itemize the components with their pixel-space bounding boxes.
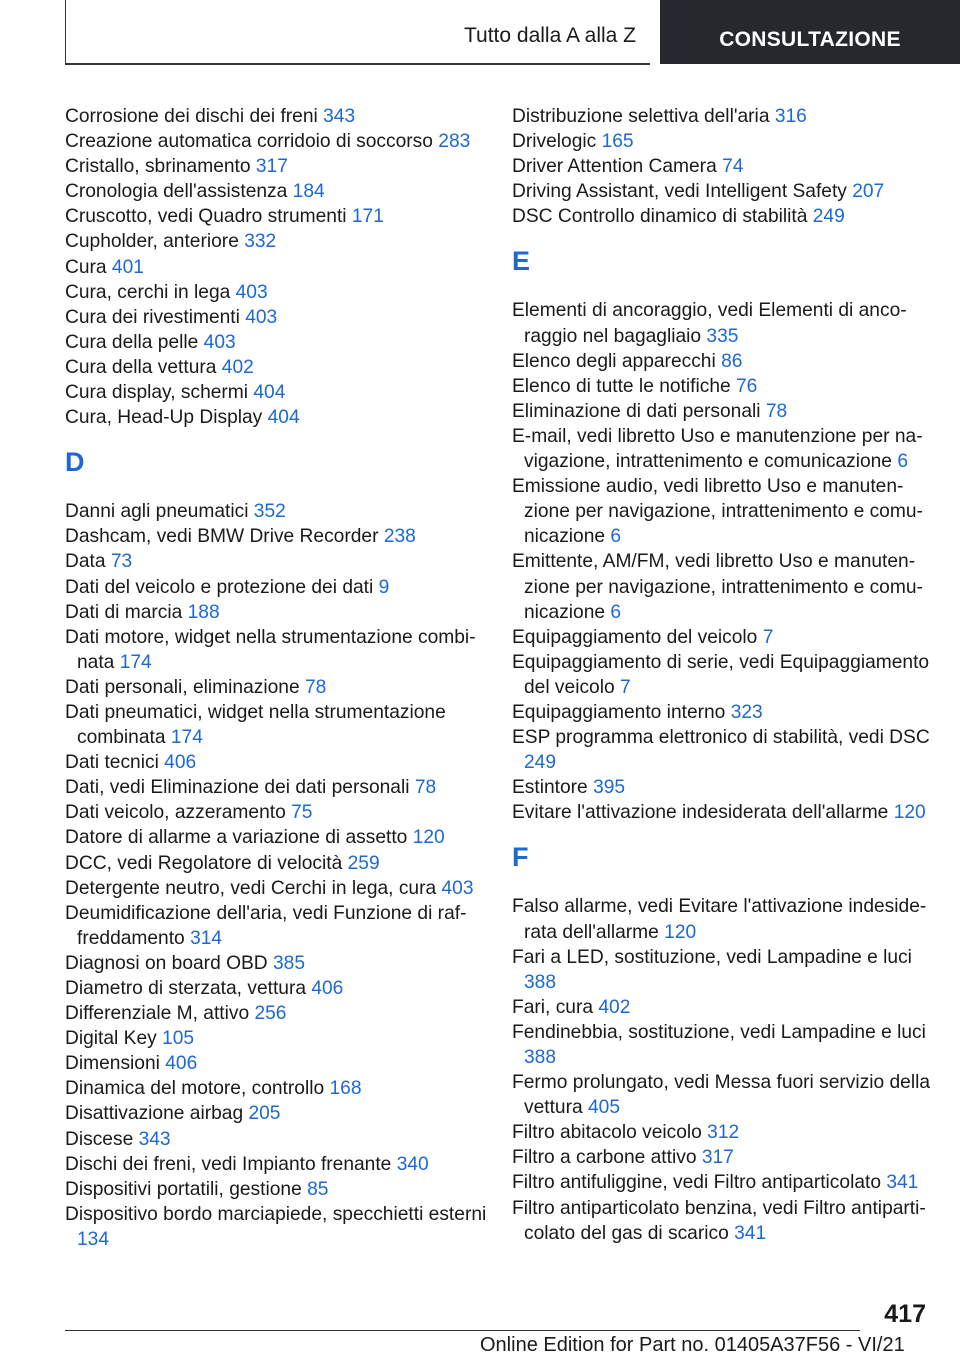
index-entry-text: Cronologia dell'assistenza bbox=[65, 181, 293, 203]
index-entry-text: Dispositivo bordo marciapiede, specchietti esterni bbox=[65, 1203, 487, 1225]
index-page-link[interactable]: 9 bbox=[378, 576, 390, 598]
index-entry bbox=[512, 349, 937, 374]
index-page-link[interactable]: 78 bbox=[304, 676, 327, 698]
index-page-link[interactable]: 256 bbox=[254, 1003, 287, 1025]
index-page-link[interactable]: 74 bbox=[722, 156, 744, 178]
index-entry-text: Datore di allarme a variazione di assetto bbox=[65, 827, 413, 849]
index-entry-text: Elenco di tutte le notifiche bbox=[512, 375, 736, 397]
index-entry-text: Filtro a carbone attivo bbox=[512, 1147, 702, 1169]
index-entry-text: Dati personali, eliminazione bbox=[65, 676, 305, 698]
index-entry bbox=[65, 775, 500, 800]
index-entry-text: Eliminazione di dati personali bbox=[512, 400, 766, 422]
index-page-link[interactable]: 405 bbox=[588, 1097, 621, 1119]
index-page-link[interactable]: 343 bbox=[323, 106, 356, 127]
index-entry-text: Falso allarme, vedi Evitare l'attivazione indeside-rata dell'allarme bbox=[512, 896, 927, 943]
footer-edition: Online Edition for Part no. 01405A37F56 - VI/21 bbox=[480, 1334, 905, 1356]
index-entry-text: Detergente neutro, vedi Cerchi in lega, cura bbox=[65, 877, 442, 899]
index-entry-text: Filtro antifuliggine, vedi Filtro antiparticolato bbox=[512, 1172, 887, 1194]
index-entry-text: Creazione automatica corridoio di soccorso bbox=[65, 131, 439, 153]
index-page-link[interactable]: 385 bbox=[272, 952, 305, 974]
index-entry-text: Dati pneumatici, widget nella strumentazione combinata bbox=[65, 701, 446, 749]
index-page-link[interactable]: 314 bbox=[190, 927, 223, 949]
index-page-link[interactable]: 316 bbox=[774, 106, 807, 127]
index-entry bbox=[512, 1170, 937, 1195]
index-entry bbox=[65, 405, 500, 430]
index-page-link[interactable]: 395 bbox=[593, 777, 626, 799]
index-entry bbox=[512, 700, 937, 725]
index-entry-text: Driver Attention Camera bbox=[512, 156, 723, 178]
index-page-link[interactable]: 341 bbox=[734, 1222, 767, 1244]
index-entry bbox=[65, 1127, 500, 1152]
header-chapter-tab bbox=[660, 0, 960, 64]
index-entry-text: Elementi di ancoraggio, vedi Elementi di anco-raggio nel bagagliaio bbox=[512, 300, 907, 347]
index-column-right bbox=[512, 104, 937, 1246]
index-page-link[interactable]: 205 bbox=[248, 1103, 281, 1125]
index-entry-text: E-mail, vedi libretto Uso e manutenzione per na-vigazione, intrattenimento e comunicazione bbox=[512, 425, 923, 473]
index-entry-text: DCC, vedi Regolatore di velocità bbox=[65, 852, 348, 874]
index-page-link[interactable]: 105 bbox=[162, 1028, 195, 1050]
index-entry bbox=[65, 825, 500, 850]
index-page-link[interactable]: 323 bbox=[730, 701, 763, 723]
index-page-link[interactable]: 188 bbox=[187, 601, 220, 623]
index-entry-text: Cruscotto, vedi Quadro strumenti bbox=[65, 206, 352, 228]
index-entry-text: Dati del veicolo e protezione dei dati bbox=[65, 576, 379, 598]
index-entry-text: Elenco degli apparecchi bbox=[512, 350, 722, 372]
index-entry-text: Deumidificazione dell'aria, vedi Funzione di raf-freddamento bbox=[65, 902, 467, 949]
index-entry bbox=[65, 1026, 500, 1051]
index-page-link[interactable]: 403 bbox=[441, 877, 474, 899]
index-entry bbox=[512, 374, 937, 399]
index-page-link[interactable]: 249 bbox=[524, 752, 557, 774]
header-section-title: Tutto dalla A alla Z bbox=[464, 24, 636, 47]
index-entry-text: Dati motore, widget nella strumentazione combi-nata bbox=[65, 626, 476, 673]
header-rule-bottom bbox=[65, 63, 650, 65]
index-entry bbox=[512, 800, 937, 825]
index-entry bbox=[512, 725, 937, 775]
index-entry-text: Filtro abitacolo veicolo bbox=[512, 1122, 708, 1144]
index-page-link[interactable]: 6 bbox=[897, 451, 908, 473]
index-entry bbox=[512, 775, 937, 800]
index-entry bbox=[65, 280, 500, 305]
index-entry bbox=[512, 204, 937, 229]
index-entry bbox=[65, 700, 500, 750]
index-entry bbox=[65, 499, 500, 524]
index-page-link[interactable]: 317 bbox=[255, 156, 288, 178]
index-entry bbox=[512, 179, 937, 204]
index-entry-text: Dati veicolo, azzeramento bbox=[65, 802, 292, 824]
index-entry bbox=[512, 995, 937, 1020]
index-entry bbox=[65, 1177, 500, 1202]
index-page-link[interactable]: 406 bbox=[164, 752, 197, 774]
index-page-link[interactable]: 134 bbox=[77, 1228, 110, 1250]
index-entry-text: Fendinebbia, sostituzione, vedi Lampadine e luci bbox=[512, 1021, 926, 1043]
index-page-link[interactable]: 7 bbox=[762, 626, 774, 648]
index-page-link[interactable]: 403 bbox=[203, 331, 236, 353]
index-entry-text: ESP programma elettronico di stabilità, vedi DSC bbox=[512, 727, 930, 749]
index-entry bbox=[65, 380, 500, 405]
index-page-link[interactable]: 406 bbox=[165, 1053, 198, 1075]
index-page-link[interactable]: 76 bbox=[736, 375, 758, 397]
index-entry bbox=[65, 255, 500, 280]
index-entry-text: Danni agli pneumatici bbox=[65, 501, 254, 523]
index-page-link[interactable]: 86 bbox=[721, 350, 743, 372]
page-number: 417 bbox=[884, 1300, 926, 1328]
index-page-link[interactable]: 184 bbox=[292, 181, 325, 203]
index-page-link[interactable]: 259 bbox=[347, 852, 380, 874]
index-entry-text: Data bbox=[65, 551, 111, 573]
index-page-link[interactable]: 388 bbox=[524, 1047, 557, 1068]
index-entry-text: Corrosione dei dischi dei freni bbox=[65, 106, 324, 127]
index-entry-text: Cura dei rivestimenti bbox=[65, 306, 246, 328]
index-entry bbox=[65, 876, 500, 901]
index-entry-text: Estintore bbox=[512, 777, 594, 799]
index-entry bbox=[512, 945, 937, 995]
footer-rule bbox=[65, 1330, 860, 1331]
index-page-link[interactable]: 404 bbox=[253, 382, 286, 404]
index-entry-text: Dati, vedi Eliminazione dei dati personali bbox=[65, 777, 415, 799]
index-page-link[interactable]: 317 bbox=[701, 1147, 734, 1169]
index-entry-text: Filtro antiparticolato benzina, vedi Filtro antiparti-colato del gas di scarico bbox=[512, 1197, 926, 1244]
index-entry bbox=[65, 951, 500, 976]
index-entry-text: Dischi dei freni, vedi Impianto frenante bbox=[65, 1153, 397, 1175]
index-entry bbox=[65, 1101, 500, 1126]
index-entry bbox=[512, 1070, 937, 1120]
index-entry-text: Dispositivi portatili, gestione bbox=[65, 1178, 308, 1200]
index-entry bbox=[65, 524, 500, 549]
index-page-link[interactable]: 171 bbox=[351, 206, 384, 228]
index-entry-text: Cura della vettura bbox=[65, 356, 222, 378]
index-entry bbox=[65, 1202, 500, 1252]
index-entry-text: Dimensioni bbox=[65, 1053, 166, 1075]
index-entry bbox=[512, 1196, 937, 1246]
index-page-link[interactable]: 174 bbox=[119, 651, 152, 673]
index-entry bbox=[65, 1152, 500, 1177]
index-entry-text: Fermo prolungato, vedi Messa fuori servizio della vettura bbox=[512, 1072, 931, 1119]
index-page-link[interactable]: 249 bbox=[812, 206, 845, 228]
index-entry-text: Cupholder, anteriore bbox=[65, 231, 245, 253]
index-page-link[interactable]: 7 bbox=[620, 676, 631, 698]
index-entry bbox=[65, 179, 500, 204]
index-entry-text: Differenziale M, attivo bbox=[65, 1003, 255, 1025]
index-page-link[interactable]: 75 bbox=[291, 802, 313, 824]
index-entry bbox=[65, 330, 500, 355]
index-entry bbox=[65, 600, 500, 625]
index-entry-text: Cura, Head-Up Display bbox=[65, 407, 268, 429]
index-letter-heading: D bbox=[65, 447, 85, 478]
index-entry bbox=[65, 1051, 500, 1076]
index-entry-text: Diametro di sterzata, vettura bbox=[65, 978, 312, 999]
index-entry-text: Equipaggiamento di serie, vedi Equipaggiamento del veicolo bbox=[512, 651, 930, 698]
index-entry bbox=[512, 894, 937, 944]
index-entry-text: Discese bbox=[65, 1128, 139, 1150]
index-page-link[interactable]: 78 bbox=[765, 400, 788, 422]
index-entry-text: Disattivazione airbag bbox=[65, 1103, 249, 1125]
index-entry bbox=[512, 1020, 937, 1070]
index-letter-heading: F bbox=[512, 842, 529, 873]
index-page-link[interactable]: 352 bbox=[253, 501, 286, 523]
index-page-link[interactable]: 238 bbox=[383, 526, 416, 548]
index-entry-text: Diagnosi on board OBD bbox=[65, 952, 273, 974]
index-entry bbox=[65, 549, 500, 574]
index-page-link[interactable]: 207 bbox=[852, 181, 885, 203]
index-page-link[interactable]: 340 bbox=[396, 1153, 429, 1175]
index-page-link[interactable]: 85 bbox=[307, 1178, 329, 1200]
index-entry-text: Emissione audio, vedi libretto Uso e manuten-zione per navigazione, intrattenimento e comu-nicazione bbox=[512, 476, 923, 548]
index-entry-text: Distribuzione selettiva dell'aria bbox=[512, 106, 775, 127]
index-page-link[interactable]: 78 bbox=[414, 777, 437, 799]
index-entry-text: Fari, cura bbox=[512, 996, 599, 1018]
index-entry-text: Cura display, schermi bbox=[65, 382, 254, 404]
index-entry bbox=[65, 1076, 500, 1101]
index-page-link[interactable]: 341 bbox=[886, 1172, 919, 1194]
index-entry bbox=[512, 298, 937, 348]
index-entry bbox=[65, 625, 500, 675]
index-entry-text: Drivelogic bbox=[512, 131, 602, 153]
index-entry bbox=[512, 474, 937, 549]
index-entry-text: Cura bbox=[65, 256, 112, 278]
index-entry-text: Evitare l'attivazione indesiderata dell'allarme bbox=[512, 802, 894, 824]
index-entry bbox=[512, 1120, 937, 1145]
index-page-link[interactable]: 120 bbox=[412, 827, 445, 849]
index-page-link[interactable]: 174 bbox=[170, 727, 203, 749]
index-entry-text: Cristallo, sbrinamento bbox=[65, 156, 256, 178]
index-entry bbox=[65, 1001, 500, 1026]
index-page-link[interactable]: 343 bbox=[138, 1128, 171, 1150]
index-entry bbox=[512, 549, 937, 624]
index-letter-heading: E bbox=[512, 246, 531, 277]
index-entry bbox=[512, 104, 937, 129]
index-entry-text: Dati di marcia bbox=[65, 601, 188, 623]
index-page-link[interactable]: 404 bbox=[267, 407, 300, 429]
index-entry-text: Driving Assistant, vedi Intelligent Safety bbox=[512, 181, 853, 203]
index-entry bbox=[65, 800, 500, 825]
index-entry bbox=[65, 750, 500, 775]
index-entry bbox=[65, 575, 500, 600]
index-page-link[interactable]: 6 bbox=[610, 526, 622, 548]
index-page-link[interactable]: 6 bbox=[610, 601, 622, 623]
index-entry bbox=[512, 625, 937, 650]
index-entry bbox=[512, 399, 937, 424]
index-page-link[interactable]: 402 bbox=[221, 356, 254, 378]
index-entry bbox=[65, 129, 500, 154]
header-chapter-label: CONSULTAZIONE bbox=[719, 28, 901, 51]
index-page-link[interactable]: 120 bbox=[664, 921, 697, 943]
index-page-link[interactable]: 120 bbox=[893, 802, 926, 824]
index-entry bbox=[512, 1145, 937, 1170]
index-entry bbox=[65, 229, 500, 254]
index-entry bbox=[65, 675, 500, 700]
index-page-link[interactable]: 168 bbox=[329, 1078, 362, 1100]
index-page-link[interactable]: 388 bbox=[524, 971, 557, 993]
index-page-link[interactable]: 73 bbox=[110, 551, 133, 573]
index-page-link[interactable]: 283 bbox=[438, 131, 471, 153]
index-page-link[interactable]: 403 bbox=[235, 281, 268, 303]
index-entry bbox=[65, 104, 500, 129]
index-entry bbox=[65, 901, 500, 951]
index-entry bbox=[65, 851, 500, 876]
index-entry bbox=[65, 154, 500, 179]
index-page-link[interactable]: 312 bbox=[707, 1122, 740, 1144]
index-entry-text: DSC Controllo dinamico di stabilità bbox=[512, 206, 813, 228]
index-entry-text: Equipaggiamento del veicolo bbox=[512, 626, 763, 648]
index-page-link[interactable]: 335 bbox=[706, 325, 739, 347]
index-page-link[interactable]: 401 bbox=[111, 256, 144, 278]
index-entry bbox=[65, 305, 500, 330]
index-entry bbox=[65, 355, 500, 380]
index-entry-text: Digital Key bbox=[65, 1028, 163, 1050]
index-entry bbox=[65, 976, 500, 1001]
index-page-link[interactable]: 332 bbox=[244, 231, 277, 253]
index-entry-text: Cura, cerchi in lega bbox=[65, 281, 236, 303]
index-entry-text: Cura della pelle bbox=[65, 331, 204, 353]
index-page-link[interactable]: 402 bbox=[598, 996, 631, 1018]
index-page-link[interactable]: 406 bbox=[311, 978, 344, 999]
index-entry bbox=[65, 204, 500, 229]
index-page-link[interactable]: 165 bbox=[601, 131, 634, 153]
index-entry-text: Emittente, AM/FM, vedi libretto Uso e manuten-zione per navigazione, intrattenimento e comu-nicazione bbox=[512, 551, 923, 623]
index-entry-text: Fari a LED, sostituzione, vedi Lampadine e luci bbox=[512, 946, 912, 968]
index-entry-text: Dashcam, vedi BMW Drive Recorder bbox=[65, 526, 384, 548]
index-entry bbox=[512, 650, 937, 700]
index-page-link[interactable]: 403 bbox=[245, 306, 278, 328]
index-entry-text: Dati tecnici bbox=[65, 752, 165, 774]
index-entry-text: Equipaggiamento interno bbox=[512, 701, 731, 723]
index-entry bbox=[512, 154, 937, 179]
index-entry bbox=[512, 424, 937, 474]
index-entry-text: Dinamica del motore, controllo bbox=[65, 1078, 330, 1100]
index-column-left bbox=[65, 104, 500, 1252]
index-entry bbox=[512, 129, 937, 154]
